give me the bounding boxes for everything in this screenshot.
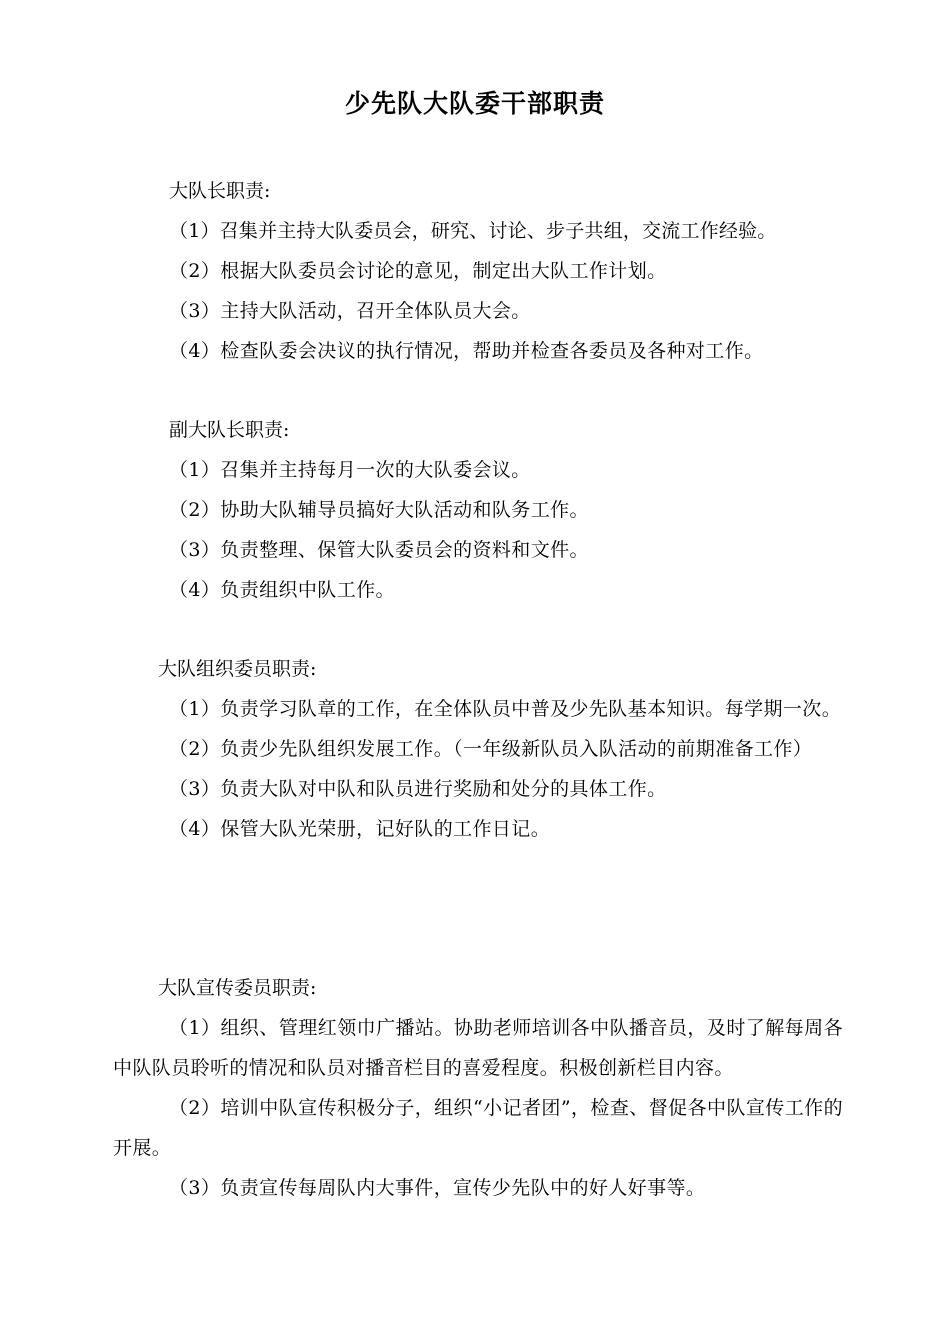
section-vice-captain (113, 410, 843, 610)
list-item: （3）负责大队对中队和队员进行奖励和处分的具体工作。 (169, 778, 667, 800)
section-captain (113, 171, 843, 371)
document-title: 少先队大队委干部职责 (344, 89, 605, 118)
section-publicity-committee (113, 968, 843, 1208)
list-item: （2）协助大队辅导员搞好大队活动和队务工作。 (169, 499, 589, 521)
section-heading: 大队组织委员职责: (158, 658, 317, 680)
section-heading: 副大队长职责: (169, 419, 290, 441)
list-item: （1）组织、管理红领巾广播站。协助老师培训各中队播音员，及时了解每周各中队队员聆听的情况和队员对播音栏目的喜爱程度。积极创新栏目内容。 (113, 1017, 843, 1079)
list-item: （3）主持大队活动，召开全体队员大会。 (169, 300, 531, 322)
section-heading: 大队长职责: (169, 180, 271, 202)
section-heading: 大队宣传委员职责: (158, 977, 317, 999)
list-item: （2）根据大队委员会讨论的意见，制定出大队工作计划。 (169, 260, 667, 282)
list-item: （3）负责整理、保管大队委员会的资料和文件。 (169, 539, 589, 561)
list-item: （2）培训中队宣传积极分子，组织“小记者团”，检查、督促各中队宣传工作的开展。 (113, 1097, 843, 1159)
list-item: （4）负责组织中队工作。 (169, 579, 395, 601)
list-item: （1）负责学习队章的工作，在全体队员中普及少先队基本知识。每学期一次。 (169, 698, 842, 720)
list-item: （1）召集并主持大队委员会，研究、讨论、步子共组，交流工作经验。 (169, 220, 777, 242)
list-item: （4）保管大队光荣册，记好队的工作日记。 (169, 818, 551, 840)
list-item: （3）负责宣传每周队内大事件，宣传少先队中的好人好事等。 (169, 1177, 706, 1199)
section-organization-committee (113, 649, 843, 849)
list-item: （1）召集并主持每月一次的大队委会议。 (169, 459, 531, 481)
list-item: （2）负责少先队组织发展工作。（一年级新队员入队活动的前期准备工作） (169, 738, 813, 760)
list-item: （4）检查队委会决议的执行情况，帮助并检查各委员及各种对工作。 (169, 340, 764, 362)
